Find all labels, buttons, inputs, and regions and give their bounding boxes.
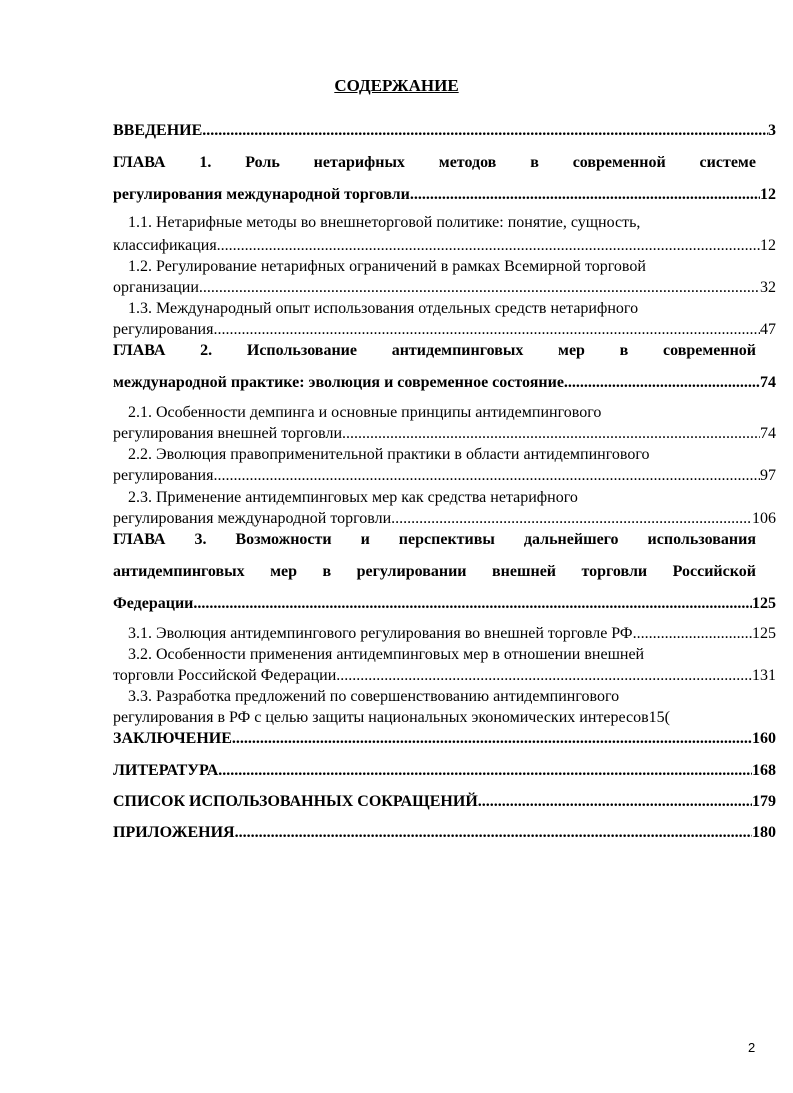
leader-dots — [564, 373, 760, 392]
toc-entry-section-1-3[interactable] — [113, 320, 776, 339]
word: ГЛАВА — [113, 154, 166, 171]
entry-label: Федерации — [113, 595, 194, 612]
entry-page: 12 — [760, 186, 776, 203]
toc-entry-chapter1[interactable] — [113, 185, 776, 204]
toc-entry-chapter3[interactable] — [113, 594, 776, 613]
entry-label: организации — [113, 279, 199, 296]
word: внешней — [492, 563, 557, 580]
entry-label: регулирования внешней торговли — [113, 425, 343, 442]
entry-label: ЛИТЕРАТУРА — [113, 762, 219, 779]
entry-page: 125 — [752, 595, 776, 612]
chapter3-heading-line2[interactable] — [113, 562, 756, 581]
leader-dots — [391, 509, 752, 528]
leader-dots — [199, 278, 760, 297]
leader-dots — [213, 466, 760, 485]
toc-entry-chapter2[interactable] — [113, 373, 776, 392]
word: 3. — [194, 531, 207, 548]
entry-page: 160 — [752, 730, 776, 747]
word: и — [360, 531, 370, 548]
entry-label: международной практике: эволюция и современное состояние — [113, 374, 564, 391]
word: современной — [663, 342, 756, 359]
leader-dots — [202, 121, 768, 140]
leader-dots — [410, 185, 760, 204]
chapter2-heading-line1[interactable] — [113, 341, 756, 360]
toc-entry-section-3-1[interactable] — [128, 624, 776, 643]
entry-page: 106 — [752, 510, 776, 527]
word: мер — [558, 342, 585, 359]
word: нетарифных — [313, 154, 405, 171]
leader-dots — [235, 823, 752, 842]
word: мер — [270, 563, 298, 580]
entry-label: классификация — [113, 237, 217, 254]
entry-label: регулирования — [113, 321, 214, 338]
toc-entry-section-1-1[interactable] — [113, 236, 776, 255]
word: Использование — [246, 342, 357, 359]
entry-page: 179 — [752, 793, 776, 810]
section-1-3-line1: 1.3. Международный опыт использования отдельных средств нетарифного — [128, 300, 639, 317]
entry-label: торговли Российской Федерации — [113, 667, 337, 684]
word: в — [530, 154, 539, 171]
entry-label: СПИСОК ИСПОЛЬЗОВАННЫХ СОКРАЩЕНИЙ — [113, 793, 478, 810]
leader-dots — [633, 624, 752, 643]
entry-label: регулирования — [113, 467, 214, 484]
entry-page: 15( — [648, 709, 670, 726]
toc-entry-literature[interactable] — [113, 761, 776, 780]
page-number: 2 — [748, 1040, 756, 1055]
entry-page: 125 — [752, 625, 776, 642]
entry-page: 97 — [760, 467, 776, 484]
word: Возможности — [235, 531, 332, 548]
word: антидемпинговых — [113, 563, 245, 580]
leader-dots — [232, 729, 752, 748]
word: в — [619, 342, 629, 359]
word: современной — [572, 154, 666, 171]
section-3-3-line1: 3.3. Разработка предложений по совершенствованию антидемпингового — [128, 688, 620, 705]
word: Роль — [245, 154, 280, 171]
section-2-2-line1: 2.2. Эволюция правоприменительной практики в области антидемпингового — [128, 446, 650, 463]
entry-label: ВВЕДЕНИЕ — [113, 122, 203, 139]
toc-entry-section-2-1[interactable] — [113, 424, 776, 443]
leader-dots — [478, 792, 752, 811]
entry-page: 12 — [760, 237, 776, 254]
chapter3-heading-line1[interactable] — [113, 530, 756, 549]
word: перспективы — [398, 531, 495, 548]
leader-dots — [193, 594, 752, 613]
toc-entry-section-3-3[interactable] — [113, 708, 793, 727]
leader-dots — [213, 320, 760, 339]
section-3-2-line1: 3.2. Особенности применения антидемпинговых мер в отношении внешней — [128, 646, 645, 663]
entry-page: 131 — [752, 667, 776, 684]
section-1-1-line1: 1.1. Нетарифные методы во внешнеторговой политике: понятие, сущность, — [128, 214, 641, 231]
word: 2. — [200, 342, 213, 359]
word: торговли — [581, 563, 648, 580]
entry-label: регулирования в РФ с целью защиты национальных экономических интересов — [113, 709, 649, 726]
entry-page: 180 — [752, 824, 776, 841]
toc-entry-appendices[interactable] — [113, 823, 776, 842]
leader-dots — [217, 236, 760, 255]
word: методов — [438, 154, 497, 171]
entry-page: 74 — [760, 374, 776, 391]
leader-dots — [218, 761, 752, 780]
section-1-2-line1: 1.2. Регулирование нетарифных ограничений в рамках Всемирной торговой — [128, 258, 646, 275]
word: использования — [647, 531, 756, 548]
chapter1-heading-line1[interactable] — [113, 153, 756, 172]
section-2-3-line1: 2.3. Применение антидемпинговых мер как средства нетарифного — [128, 489, 578, 506]
entry-page: 3 — [768, 122, 776, 139]
word: в — [322, 563, 332, 580]
entry-label: 3.1. Эволюция антидемпингового регулирования во внешней торговле РФ — [128, 625, 633, 642]
section-2-1-line1: 2.1. Особенности демпинга и основные принципы антидемпингового — [128, 404, 602, 421]
entry-page: 32 — [760, 279, 776, 296]
toc-title: СОДЕРЖАНИЕ — [334, 76, 459, 95]
entry-label: регулирования международной торговли — [113, 510, 392, 527]
toc-entry-section-1-2[interactable] — [113, 278, 776, 297]
word: регулировании — [356, 563, 467, 580]
entry-label: ЗАКЛЮЧЕНИЕ — [113, 730, 232, 747]
entry-page: 47 — [760, 321, 776, 338]
word: ГЛАВА — [113, 342, 166, 359]
toc-entry-intro[interactable] — [113, 121, 776, 140]
word: 1. — [199, 154, 212, 171]
toc-entry-conclusion[interactable] — [113, 729, 776, 748]
word: антидемпинговых — [391, 342, 524, 359]
entry-label: регулирования международной торговли — [113, 186, 410, 203]
entry-page: 168 — [752, 762, 776, 779]
toc-entry-section-2-2[interactable] — [113, 466, 776, 485]
entry-page: 74 — [760, 425, 776, 442]
leader-dots — [342, 424, 760, 443]
word: дальнейшего — [523, 531, 619, 548]
entry-label: ПРИЛОЖЕНИЯ — [113, 824, 235, 841]
word: ГЛАВА — [113, 531, 166, 548]
toc-entry-section-2-3[interactable] — [113, 509, 776, 528]
leader-dots — [336, 666, 752, 685]
word: системе — [699, 154, 756, 171]
toc-entry-abbreviations[interactable] — [113, 792, 776, 811]
word: Российской — [672, 563, 756, 580]
toc-entry-section-3-2[interactable] — [113, 666, 776, 685]
